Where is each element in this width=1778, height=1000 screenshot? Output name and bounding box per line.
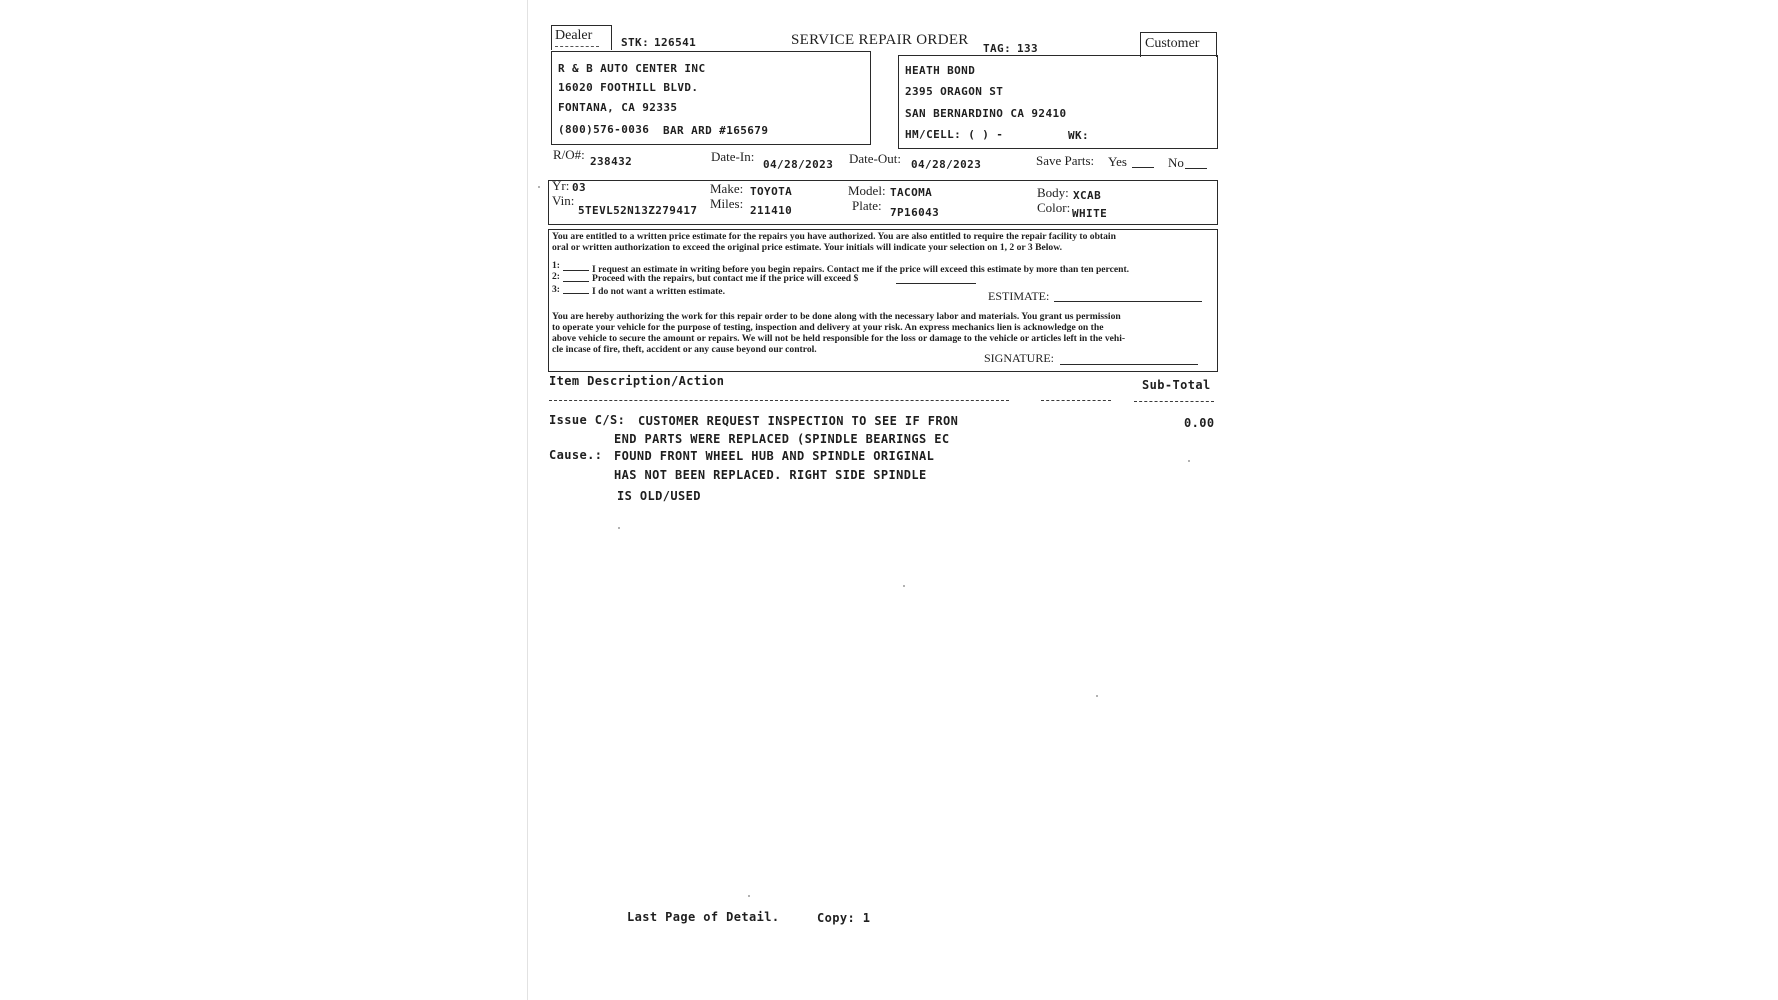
body-value: XCAB — [1073, 189, 1102, 202]
ro-label: R/O#: — [553, 147, 585, 162]
scan-speck — [1096, 695, 1098, 697]
stk-label: STK: — [621, 36, 650, 49]
issue-subtotal: 0.00 — [1184, 416, 1215, 430]
year-value: 03 — [572, 181, 587, 194]
option-3-initial-blank — [563, 293, 589, 294]
item-description-header: Item Description/Action — [549, 374, 725, 388]
year-label: Yr: — [552, 178, 570, 193]
option-1-number: 1: — [552, 260, 560, 271]
estimate-label: ESTIMATE: — [988, 289, 1050, 303]
customer-phone: HM/CELL: ( ) - — [905, 128, 1004, 141]
make-value: TOYOTA — [750, 185, 793, 198]
date-in-label: Date-In: — [711, 149, 755, 164]
make-label: Make: — [710, 181, 744, 196]
customer-tab-label: Customer — [1145, 36, 1200, 51]
issue-line-1: CUSTOMER REQUEST INSPECTION TO SEE IF FRON — [638, 414, 959, 428]
option-2-amount-blank — [896, 283, 976, 284]
scan-speck — [748, 895, 750, 897]
option-2-number: 2: — [552, 271, 560, 282]
plate-label: Plate: — [852, 198, 882, 213]
dealer-phone: (800)576-0036 — [558, 123, 650, 136]
save-parts-yes: Yes — [1108, 154, 1127, 169]
miles-value: 211410 — [750, 204, 793, 217]
dealer-tab-underline — [555, 46, 599, 47]
dealer-bar-number: BAR ARD #165679 — [663, 124, 769, 137]
scan-speck — [618, 527, 620, 529]
tag-value: 133 — [1017, 42, 1039, 55]
customer-address: 2395 ORAGON ST — [905, 85, 1004, 98]
scan-speck — [538, 186, 540, 188]
model-value: TACOMA — [890, 186, 933, 199]
model-label: Model: — [848, 183, 886, 198]
vin-value: 5TEVL52N13Z279417 — [578, 204, 698, 217]
option-1-initial-blank — [563, 270, 589, 271]
cause-line-1: FOUND FRONT WHEEL HUB AND SPINDLE ORIGINAL — [614, 449, 935, 463]
cause-label: Cause.: — [549, 448, 603, 462]
customer-city: SAN BERNARDINO CA 92410 — [905, 107, 1067, 120]
authorization-line-3: above vehicle to secure the amount or repairs. We will not be held responsible for the loss or damage to the vehicle or articles left in the vehi- — [552, 333, 1126, 344]
date-out-value: 04/28/2023 — [911, 158, 982, 171]
scan-speck — [1188, 460, 1190, 462]
plate-value: 7P16043 — [890, 206, 940, 219]
estimate-intro-line-2: oral or written authorization to exceed the original price estimate. Your initials will indicate your selection on 1, 2 or 3 Below. — [552, 242, 1063, 253]
scan-speck — [903, 585, 905, 587]
customer-name: HEATH BOND — [905, 64, 976, 77]
issue-line-2: END PARTS WERE REPLACED (SPINDLE BEARINGS EC — [614, 432, 950, 446]
repair-order-page — [528, 0, 1248, 1000]
authorization-line-4: cle incase of fire, theft, accident or any cause beyond our control. — [552, 344, 817, 355]
signature-label: SIGNATURE: — [984, 351, 1055, 365]
dealer-name: R & B AUTO CENTER INC — [558, 62, 706, 75]
estimate-blank — [1054, 301, 1202, 302]
cause-line-2: HAS NOT BEEN REPLACED. RIGHT SIDE SPINDLE — [614, 468, 927, 482]
color-label: Color: — [1037, 200, 1071, 215]
subtotal-rule — [1134, 401, 1214, 402]
dealer-city: FONTANA, CA 92335 — [558, 101, 678, 114]
miles-label: Miles: — [710, 196, 744, 211]
date-out-label: Date-Out: — [849, 151, 901, 166]
middle-rule — [1041, 400, 1111, 401]
vin-label: Vin: — [552, 193, 575, 208]
dealer-tab-label: Dealer — [555, 28, 593, 43]
document-title: SERVICE REPAIR ORDER — [791, 32, 969, 48]
save-parts-yes-blank — [1132, 167, 1154, 168]
save-parts-label: Save Parts: — [1036, 153, 1095, 168]
copy-number: Copy: 1 — [817, 911, 871, 925]
body-label: Body: — [1037, 185, 1069, 200]
issue-label: Issue C/S: — [549, 413, 626, 427]
ro-number: 238432 — [590, 155, 633, 168]
authorization-line-1: You are hereby authorizing the work for this repair order to be done along with the necessary labor and materials. You grant us permission — [552, 311, 1121, 322]
authorization-line-2: to operate your vehicle for the purpose of testing, inspection and delivery at your risk. An express mechanics lien is acknowledge on the — [552, 322, 1104, 333]
dealer-address: 16020 FOOTHILL BLVD. — [558, 81, 699, 94]
customer-work-phone: WK: — [1068, 129, 1090, 142]
cause-line-3: IS OLD/USED — [617, 489, 701, 503]
last-page-note: Last Page of Detail. — [627, 910, 780, 924]
option-3-text: I do not want a written estimate. — [592, 286, 725, 297]
option-2-text: Proceed with the repairs, but contact me if the price will exceed $ — [592, 273, 859, 284]
signature-blank — [1060, 364, 1198, 365]
subtotal-header: Sub-Total — [1142, 378, 1211, 392]
date-in-value: 04/28/2023 — [763, 158, 834, 171]
save-parts-no-blank — [1185, 168, 1207, 169]
description-rule — [549, 400, 1009, 401]
option-1-text: I request an estimate in writing before you begin repairs. Contact me if the price will exceed this estimate by more than ten percent. — [592, 264, 1130, 275]
stk-value: 126541 — [654, 36, 697, 49]
tag-label: TAG: — [983, 42, 1012, 55]
estimate-intro-line-1: You are entitled to a written price estimate for the repairs you have authorized. You are also entitled to require the repair facility to obtain — [552, 231, 1116, 242]
option-3-number: 3: — [552, 284, 560, 295]
color-value: WHITE — [1072, 207, 1108, 220]
option-2-initial-blank — [563, 281, 589, 282]
save-parts-no: No — [1168, 155, 1184, 170]
